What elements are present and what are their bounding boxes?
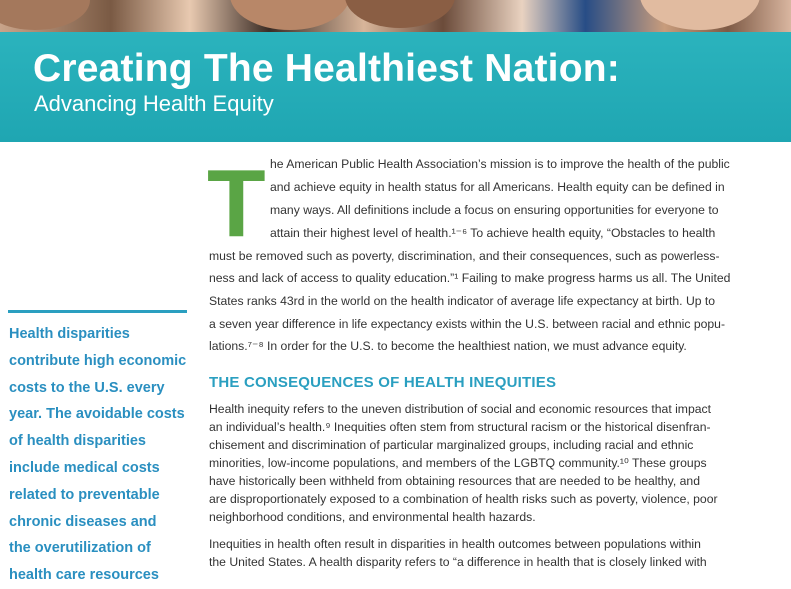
- intro-line: States ranks 43rd in the world on the health indicator of average life expectancy at birth. Up to: [209, 294, 716, 308]
- section-paragraph-line: are disproportionately exposed to a combination of health risks such as poverty, violence, poor: [209, 492, 718, 506]
- sidebar-pull-quote: [9, 321, 194, 589]
- section-paragraph-line: minorities, low-income populations, and members of the LGBTQ community.¹⁰ These groups: [209, 456, 707, 470]
- section-paragraph-line: Health inequity refers to the uneven distribution of social and economic resources that impact: [209, 402, 711, 416]
- child-face-image: [640, 0, 760, 30]
- pull-quote-line: contribute high economic: [9, 352, 187, 369]
- page-title: Creating The Healthiest Nation:: [33, 47, 620, 90]
- pull-quote-line: of health disparities: [9, 433, 146, 450]
- child-face-image: [0, 0, 90, 30]
- child-face-image: [230, 0, 350, 30]
- page-subtitle: Advancing Health Equity: [34, 91, 274, 116]
- intro-line: he American Public Health Association’s mission is to improve the health of the public: [270, 157, 730, 171]
- sidebar-divider: [8, 310, 187, 313]
- intro-line: ness and lack of access to quality education.”¹ Failing to make progress harms us all. The United: [209, 271, 731, 285]
- intro-line: a seven year difference in life expectancy exists within the U.S. between racial and ethnic popu-: [209, 317, 726, 331]
- child-face-image: [345, 0, 455, 28]
- intro-line: many ways. All definitions include a focus on ensuring opportunities for everyone to: [270, 203, 719, 217]
- header-photo: [0, 0, 791, 32]
- section-heading: THE CONSEQUENCES OF HEALTH INEQUITIES: [209, 374, 557, 391]
- intro-line: must be removed such as poverty, discrimination, and their consequences, such as powerless-: [209, 249, 720, 263]
- pull-quote-line: year. The avoidable costs: [9, 406, 185, 423]
- drop-cap: T: [207, 150, 266, 257]
- pull-quote-line: related to preventable: [9, 486, 160, 503]
- intro-line: attain their highest level of health.¹⁻⁶ To achieve health equity, “Obstacles to health: [270, 226, 716, 240]
- section-paragraph-line: Inequities in health often result in disparities in health outcomes between populations within: [209, 537, 701, 551]
- intro-line: lations.⁷⁻⁸ In order for the U.S. to become the healthiest nation, we must advance equity.: [209, 339, 687, 353]
- section-paragraph-line: an individual’s health.⁹ Inequities often stem from structural racism or the historical disenfran-: [209, 420, 711, 434]
- pull-quote-line: health care resources: [9, 567, 159, 584]
- section-paragraph-line: chisement and discrimination of particular marginalized groups, including racial and ethnic: [209, 438, 694, 452]
- section-paragraph-line: have historically been withheld from obtaining resources that are needed to be healthy, and: [209, 474, 700, 488]
- section-paragraph-line: the United States. A health disparity refers to “a difference in health that is closely linked with: [209, 555, 707, 569]
- pull-quote-line: the overutilization of: [9, 540, 151, 557]
- pull-quote-line: chronic diseases and: [9, 513, 157, 530]
- intro-line: and achieve equity in health status for all Americans. Health equity can be defined in: [270, 180, 725, 194]
- section-paragraph-line: neighborhood conditions, and environmental health hazards.: [209, 510, 536, 524]
- pull-quote-line: costs to the U.S. every: [9, 379, 165, 396]
- pull-quote-line: Health disparities: [9, 326, 130, 342]
- pull-quote-line: include medical costs: [9, 459, 160, 476]
